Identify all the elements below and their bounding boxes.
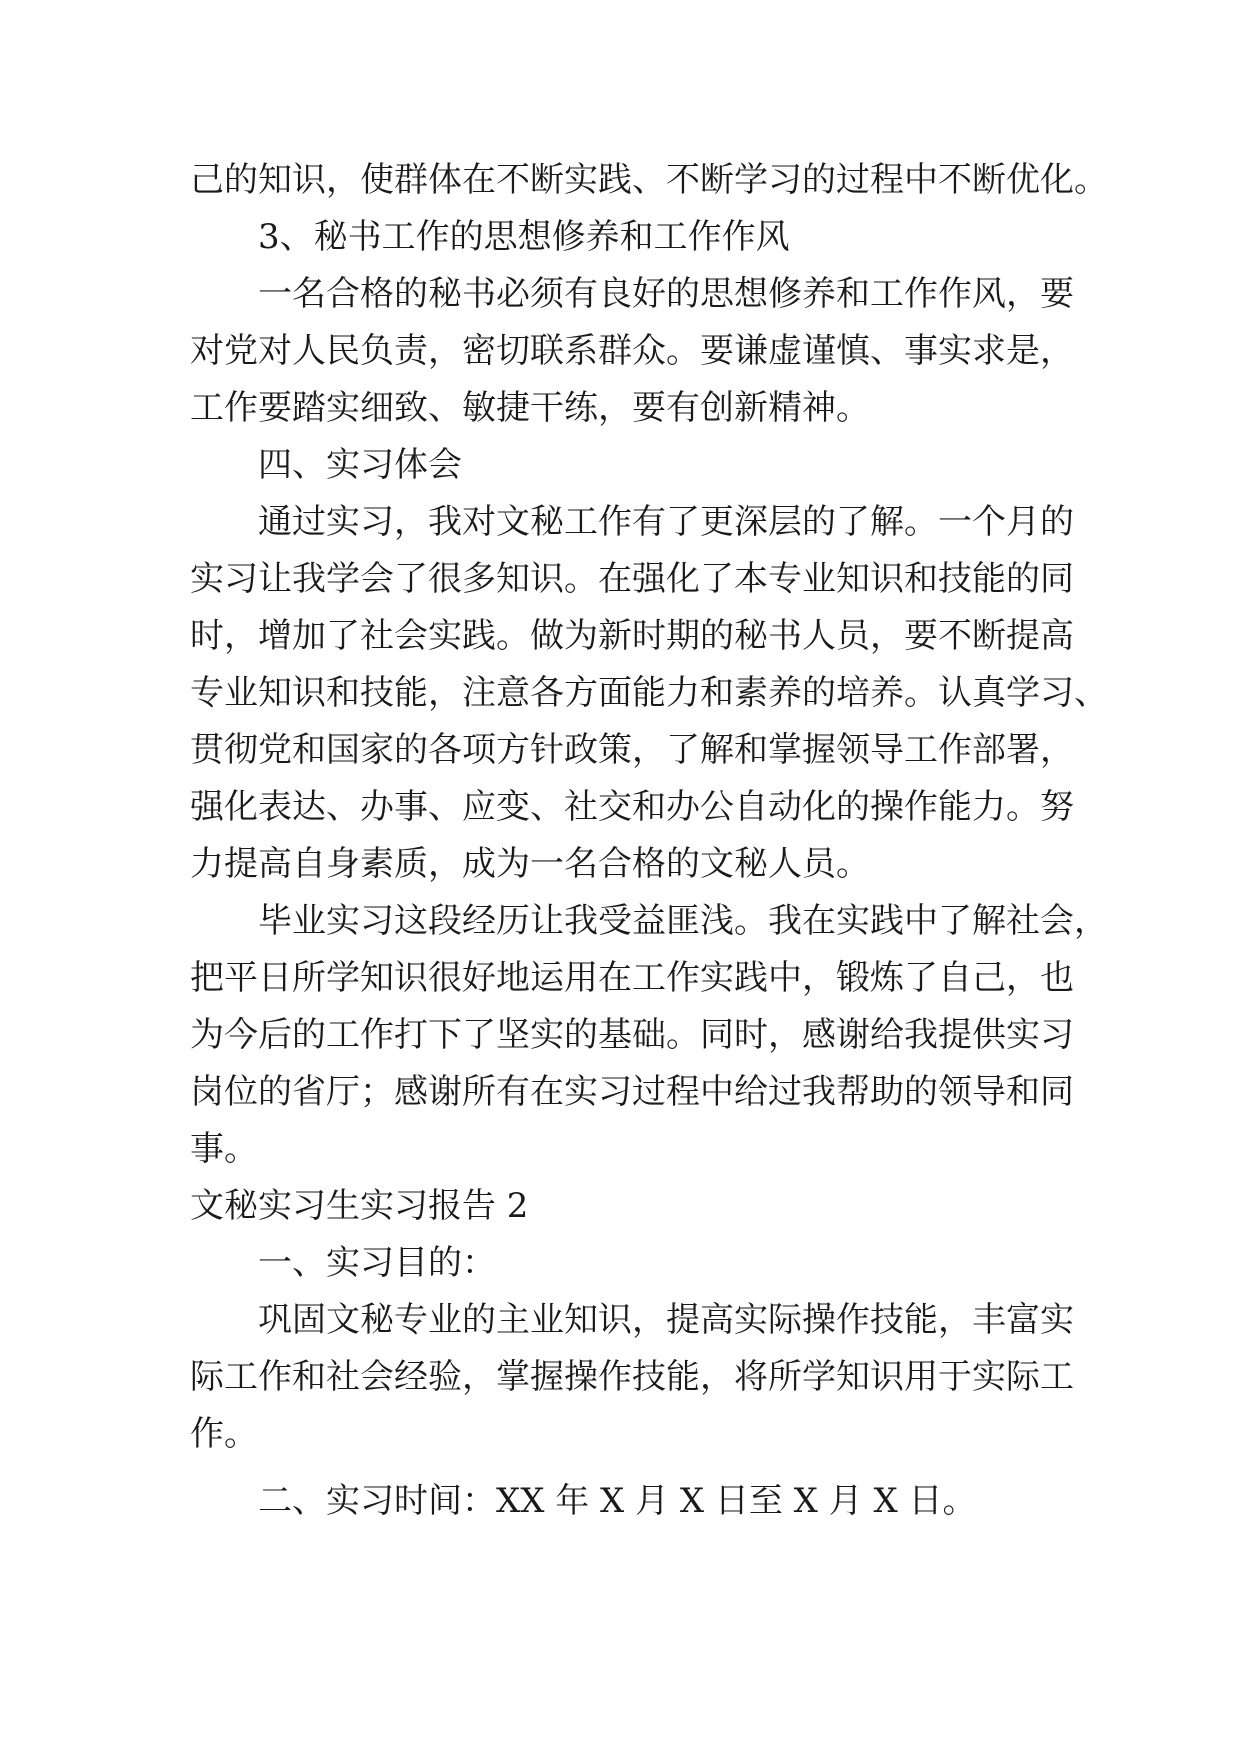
text-line-8: 实习让我学会了很多知识。在强化了本专业知识和技能的同 [190, 559, 1074, 599]
section-heading-4: 四、实习体会 [258, 445, 462, 485]
section-heading-time: 二、实习时间：XX 年 X 月 X 日至 X 月 X 日。 [258, 1481, 977, 1521]
text-line-3: 一名合格的秘书必须有良好的思想修养和工作作风，要 [258, 274, 1074, 314]
text-line-15: 把平日所学知识很好地运用在工作实践中，锻炼了自己，也 [190, 958, 1074, 998]
text-line-14: 毕业实习这段经历让我受益匪浅。我在实践中了解社会， [258, 901, 1108, 941]
report-title: 文秘实习生实习报告 2 [190, 1186, 529, 1226]
text-line-10: 专业知识和技能，注意各方面能力和素养的培养。认真学习、 [190, 673, 1108, 713]
text-line-17: 岗位的省厅；感谢所有在实习过程中给过我帮助的领导和同 [190, 1072, 1074, 1112]
section-heading-purpose: 一、实习目的： [258, 1243, 496, 1283]
text-line-9: 时，增加了社会实践。做为新时期的秘书人员，要不断提高 [190, 616, 1074, 656]
text-line-13: 力提高自身素质，成为一名合格的文秘人员。 [190, 844, 870, 884]
text-line-7: 通过实习，我对文秘工作有了更深层的了解。一个月的 [258, 502, 1074, 542]
text-line-1: 己的知识，使群体在不断实践、不断学习的过程中不断优化。 [190, 160, 1108, 200]
section-heading-3: 3、秘书工作的思想修养和工作作风 [258, 217, 790, 257]
text-line-11: 贯彻党和国家的各项方针政策，了解和掌握领导工作部署， [190, 730, 1074, 770]
text-line-22: 际工作和社会经验，掌握操作技能，将所学知识用于实际工 [190, 1357, 1074, 1397]
text-line-23: 作。 [190, 1414, 258, 1454]
text-line-16: 为今后的工作打下了坚实的基础。同时，感谢给我提供实习 [190, 1015, 1074, 1055]
text-line-4: 对党对人民负责，密切联系群众。要谦虚谨慎、事实求是， [190, 331, 1074, 371]
text-line-21: 巩固文秘专业的主业知识，提高实际操作技能，丰富实 [258, 1300, 1074, 1340]
text-line-12: 强化表达、办事、应变、社交和办公自动化的操作能力。努 [190, 787, 1074, 827]
text-line-18: 事。 [190, 1129, 258, 1169]
text-line-5: 工作要踏实细致、敏捷干练，要有创新精神。 [190, 388, 870, 428]
